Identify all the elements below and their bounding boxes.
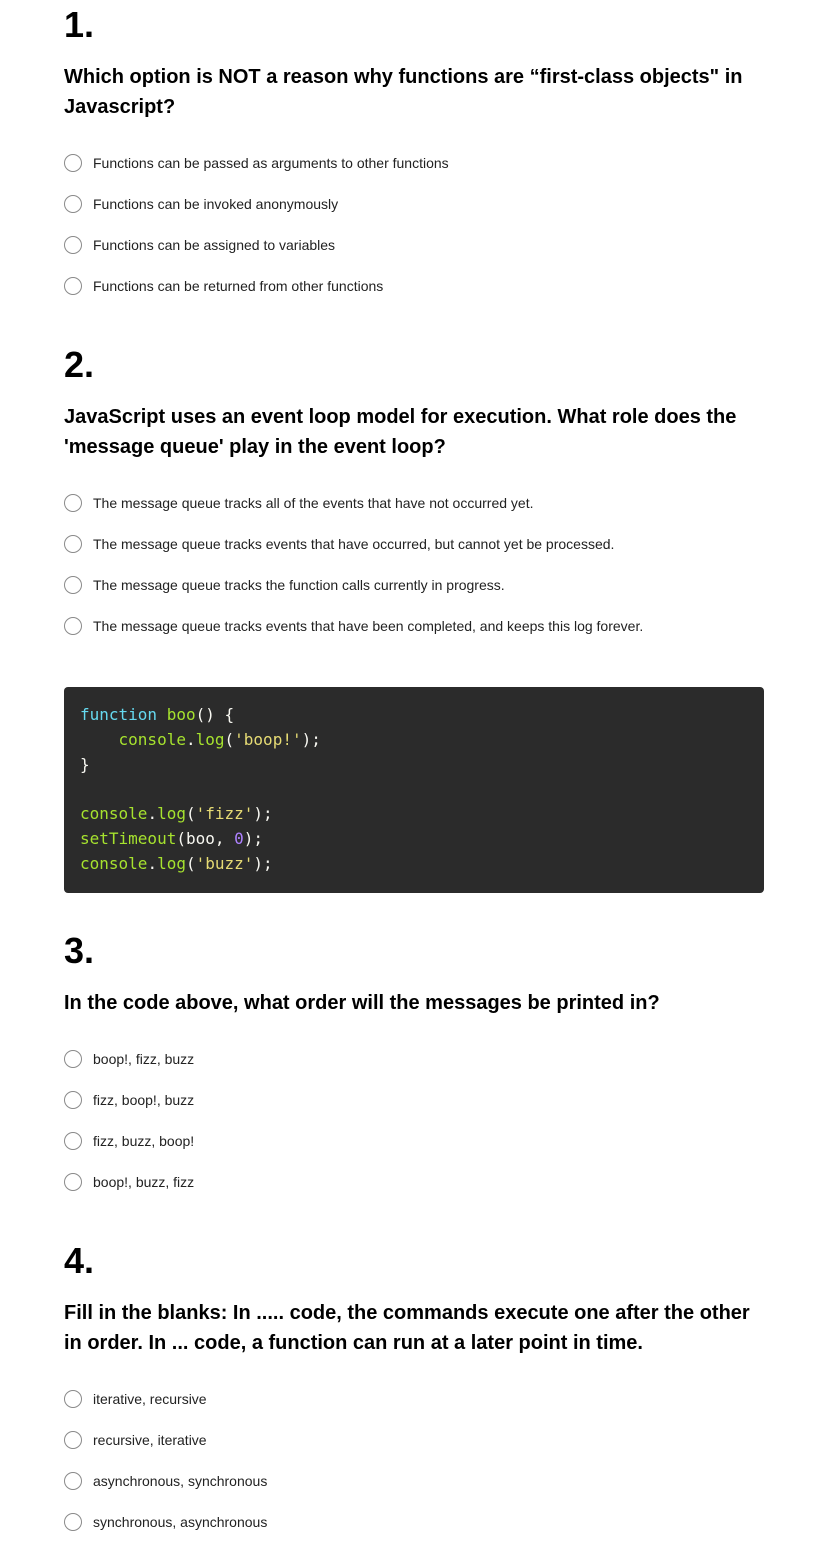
code-object: console <box>80 804 148 824</box>
question-4 <box>64 1240 764 1530</box>
code-punctuation: . <box>147 804 158 824</box>
code-line <box>80 827 748 852</box>
radio-button[interactable] <box>64 236 82 254</box>
radio-button[interactable] <box>64 277 82 295</box>
code-keyword: function <box>80 705 158 724</box>
code-line-blank <box>80 777 748 802</box>
option-3d[interactable] <box>64 1171 194 1193</box>
code-punctuation: () { <box>195 705 235 724</box>
question-text: Which option is NOT a reason why functions are “first-class objects" in Javascript? <box>64 66 743 118</box>
code-punctuation: . <box>185 729 196 749</box>
option-1d[interactable] <box>64 275 383 297</box>
code-method: log <box>195 729 225 749</box>
code-method: log <box>157 804 186 824</box>
radio-button[interactable] <box>64 494 82 512</box>
code-punctuation: } <box>80 754 90 774</box>
option-4a[interactable] <box>64 1388 207 1410</box>
code-line <box>80 728 748 753</box>
option-label: fizz, buzz, boop! <box>93 1133 195 1149</box>
code-string: 'buzz' <box>195 853 254 873</box>
question-number: 3. <box>64 930 95 971</box>
radio-button[interactable] <box>64 1390 82 1408</box>
code-argument: boo, <box>185 828 235 848</box>
code-punctuation: ( <box>185 853 196 873</box>
radio-button[interactable] <box>64 1091 82 1109</box>
option-label: fizz, boop!, buzz <box>93 1092 195 1108</box>
option-label: boop!, fizz, buzz <box>93 1051 195 1067</box>
question-3 <box>64 930 764 1190</box>
radio-button[interactable] <box>64 154 82 172</box>
question-text: Fill in the blanks: In ..... code, the commands execute one after the other in order. In ... code, a function can run at a later point in time. <box>64 1302 750 1354</box>
code-number: 0 <box>234 828 244 848</box>
code-punctuation: ); <box>243 828 264 848</box>
code-snippet <box>64 687 764 893</box>
option-label: asynchronous, synchronous <box>93 1473 268 1489</box>
radio-button[interactable] <box>64 617 82 635</box>
option-2a[interactable] <box>64 492 533 514</box>
code-punctuation: ( <box>176 828 186 848</box>
code-string: 'boop!' <box>234 729 302 749</box>
code-punctuation: ); <box>301 729 321 749</box>
radio-button[interactable] <box>64 1050 82 1068</box>
radio-button[interactable] <box>64 1513 82 1531</box>
code-line <box>80 802 748 827</box>
radio-button[interactable] <box>64 535 82 553</box>
option-label: The message queue tracks events that have occurred, but cannot yet be processed. <box>93 536 615 552</box>
option-label: The message queue tracks all of the events that have not occurred yet. <box>93 495 534 511</box>
question-2 <box>64 344 764 634</box>
code-punctuation: ( <box>185 804 196 824</box>
radio-button[interactable] <box>64 576 82 594</box>
code-punctuation: ); <box>253 853 273 873</box>
option-label: Functions can be passed as arguments to other functions <box>93 155 449 171</box>
option-2d[interactable] <box>64 615 643 637</box>
code-object: console <box>80 853 148 873</box>
question-number: 4. <box>64 1240 95 1281</box>
radio-button[interactable] <box>64 1132 82 1150</box>
option-label: Functions can be returned from other functions <box>93 278 384 294</box>
option-3a[interactable] <box>64 1048 194 1070</box>
option-2b[interactable] <box>64 533 614 555</box>
code-line <box>80 852 748 877</box>
option-3b[interactable] <box>64 1089 194 1111</box>
question-text: JavaScript uses an event loop model for execution. What role does the 'message queue' play in the event loop? <box>64 406 737 458</box>
code-indent <box>80 730 119 749</box>
option-4b[interactable] <box>64 1429 207 1451</box>
radio-button[interactable] <box>64 1431 82 1449</box>
question-number: 1. <box>64 4 95 45</box>
option-label: Functions can be invoked anonymously <box>93 196 339 212</box>
code-method: log <box>157 853 186 873</box>
code-string: 'fizz' <box>195 804 254 824</box>
code-object: console <box>118 729 186 749</box>
code-function-name: boo <box>166 705 196 724</box>
option-label: synchronous, asynchronous <box>93 1514 268 1530</box>
radio-button[interactable] <box>64 1173 82 1191</box>
option-label: boop!, buzz, fizz <box>93 1174 195 1190</box>
question-1 <box>64 4 764 294</box>
radio-button[interactable] <box>64 1472 82 1490</box>
option-1c[interactable] <box>64 234 335 256</box>
code-line <box>80 703 748 728</box>
option-4c[interactable] <box>64 1470 267 1492</box>
code-punctuation: ); <box>253 804 273 824</box>
option-1a[interactable] <box>64 152 449 174</box>
option-label: The message queue tracks the function calls currently in progress. <box>93 577 505 593</box>
option-1b[interactable] <box>64 193 338 215</box>
option-label: Functions can be assigned to variables <box>93 237 336 253</box>
option-2c[interactable] <box>64 574 505 596</box>
option-4d[interactable] <box>64 1511 267 1533</box>
code-punctuation: ( <box>224 729 235 749</box>
code-line <box>80 753 748 778</box>
option-label: The message queue tracks events that have been completed, and keeps this log forever. <box>93 618 644 634</box>
option-3c[interactable] <box>64 1130 194 1152</box>
option-label: iterative, recursive <box>93 1391 207 1407</box>
question-text: In the code above, what order will the messages be printed in? <box>64 992 660 1014</box>
code-function-call: setTimeout <box>80 828 177 848</box>
radio-button[interactable] <box>64 195 82 213</box>
option-label: recursive, iterative <box>93 1432 207 1448</box>
code-punctuation: . <box>147 853 158 873</box>
question-number: 2. <box>64 344 95 385</box>
